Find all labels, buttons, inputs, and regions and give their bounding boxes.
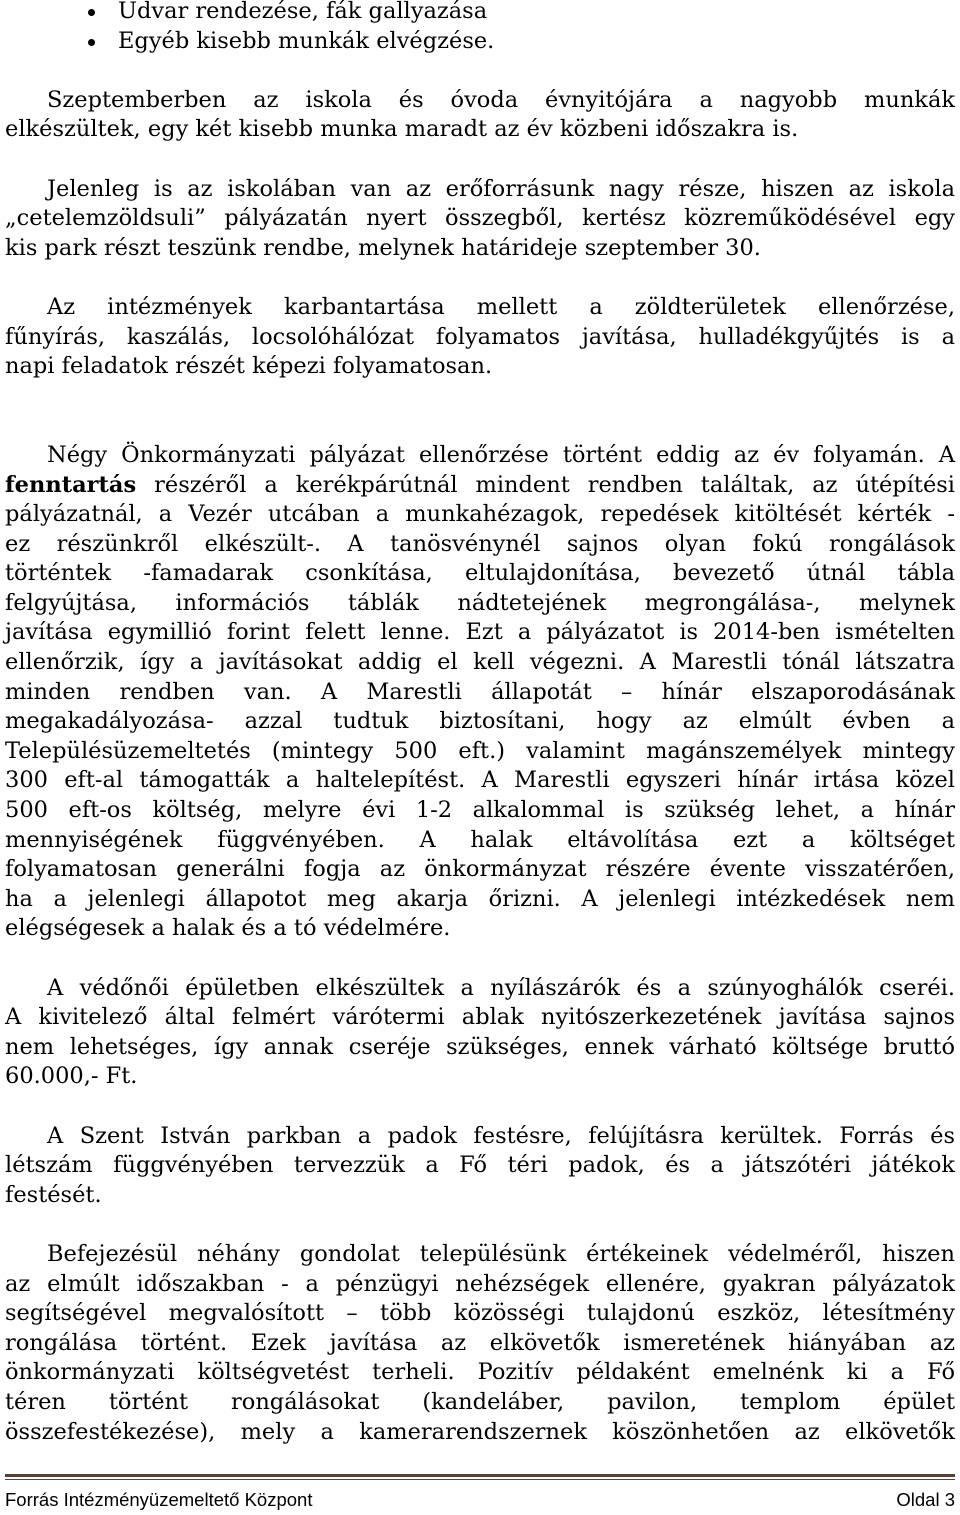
text-line: javítása egymillió forint felett lenne. Ezt a pályázatot is 2014-ben ismételten [5,619,955,646]
bullet-list [5,0,955,56]
bullet-item [5,27,955,57]
paragraph-school-park [5,175,955,264]
text-line: A védőnői épületben elkészültek a nyílászárók és a szúnyoghálók cseréi. [47,974,955,1001]
text-line: napi feladatok részét képezi folyamatosan. [5,353,493,380]
text-line: minden rendben van. A Marestli állapotát – hínár elszaporodásának [5,678,955,705]
text-line: Négy Önkormányzati pályázat ellenőrzése történt eddig az év folyamán. A [47,441,955,468]
text-line: festését. [5,1181,102,1208]
bullet-text: Udvar rendezése, fák gallyazása [118,0,488,24]
footer-organization: Forrás Intézményüzemeltető Központ [5,1489,313,1510]
page-number: Oldal 3 [896,1489,955,1510]
text-line: 500 eft-os költség, melyre évi 1-2 alkalommal is szükség lehet, a hínár [5,797,955,824]
text-line: megakadályozása- azzal tudtuk biztosítani, hogy az elmúlt évben a [5,708,955,735]
paragraph-grant-inspections [5,441,955,944]
text-line: történtek -famadarak csonkítása, eltulajdonítása, bevezető útnál tábla [5,560,955,587]
bullet-icon [88,39,95,46]
bold-text: fenntartás [5,471,137,498]
document-body [5,0,955,1477]
paragraph-park-benches [5,1122,955,1211]
text-line: összefestékezése), mely a kamerarendszernek köszönhetően az elkövetők [5,1418,955,1445]
text-line: téren történt rongálásokat (kandeláber, pavilon, templom épület [5,1388,955,1415]
text-line [5,471,955,501]
text-line: elkészültek, egy két kisebb munka maradt az év közbeni időszakra is. [5,116,799,143]
text-line: önkormányzati költségvetést terheli. Pozitív példaként emelnénk ki a Fő [5,1359,955,1386]
text-line: az elmúlt időszakban - a pénzügyi nehézségek ellenére, gyakran pályázatok [5,1270,955,1297]
text-line: rongálása történt. Ezek javítása az elkövetők ismeretének hiányában az [5,1329,955,1356]
text-line: felgyújtása, információs táblák nádtetejének megrongálása-, melynek [5,589,955,616]
footer-rule [5,1474,955,1477]
text-line: „cetelemzöldsuli” pályázatán nyert összegből, kertész közreműködésével egy [5,205,955,232]
text-line: Szeptemberben az iskola és óvoda évnyitójára a nagyobb munkák [47,86,955,113]
footer-rule-thin [5,1479,955,1480]
text-line: ellenőrzik, így a javításokat addig el kell végezni. A Marestli tónál látszatra [5,649,955,676]
paragraph-conclusion [5,1240,955,1447]
text-line: kis park részt teszünk rendbe, melynek határideje szeptember 30. [5,234,761,261]
text-line: A kivitelező által felmért várótermi ablak nyitószerkezetének javítása sajnos [5,1004,955,1031]
paragraph-maintenance [5,293,955,382]
text-line: fűnyírás, kaszálás, locsolóhálózat folyamatos javítása, hulladékgyűjtés is a [5,323,955,350]
text-segment: részéről a kerékpárútnál mindent rendben találtak, az útépítési [136,471,955,498]
bullet-item [5,0,955,27]
bullet-text: Egyéb kisebb munkák elvégzése. [118,27,495,54]
text-line: mennyiségének függvényében. A halak eltávolítása ezt a költséget [5,826,955,853]
text-line: nem lehetséges, így annak cseréje szükséges, ennek várható költsége bruttó [5,1033,955,1060]
text-line: 60.000,- Ft. [5,1063,138,1090]
text-line: létszám függvényében tervezzük a Fő téri padok, és a játszótéri játékok [5,1152,955,1179]
text-line: A Szent István parkban a padok festésre, felújításra kerültek. Forrás és [47,1122,955,1149]
bullet-icon [88,9,95,16]
paragraph-school-opening [5,86,955,145]
text-line: segítségével megvalósított – több közösségi tulajdonú eszköz, létesítmény [5,1300,955,1327]
paragraph-health-visitor-building [5,974,955,1092]
text-line: Településüzemeltetés (mintegy 500 eft.) valamint magánszemélyek mintegy [5,737,955,764]
text-line: Jelenleg is az iskolában van az erőforrásunk nagy része, hiszen az iskola [47,175,955,202]
text-line: Befejezésül néhány gondolat településünk értékeinek védelméről, hiszen [47,1240,955,1267]
text-line: 300 eft-al támogatták a haltelepítést. A Marestli egyszeri hínár irtása közel [5,767,955,794]
text-line: ez részünkről elkészült-. A tanösvénynél sajnos olyan fokú rongálások [5,530,955,557]
page-footer [5,1489,955,1511]
text-line: pályázatnál, a Vezér utcában a munkahézagok, repedések kitöltését kérték - [5,501,955,528]
text-line: ha a jelenlegi állapotot meg akarja őrizni. A jelenlegi intézkedések nem [5,885,955,912]
text-line: elégségesek a halak és a tó védelmére. [5,915,451,942]
text-line: folyamatosan generálni fogja az önkormányzat részére évente visszatérően, [5,856,955,883]
text-line: Az intézmények karbantartása mellett a zöldterületek ellenőrzése, [47,293,955,320]
